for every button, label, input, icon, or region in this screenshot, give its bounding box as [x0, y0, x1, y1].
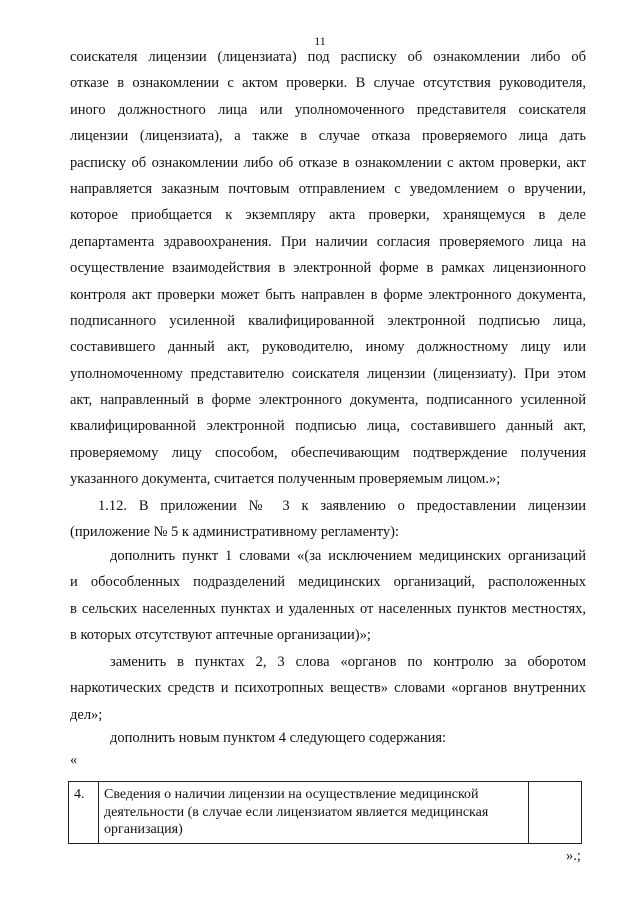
closing-quote: ».; [566, 848, 581, 864]
text-line: в которых отсутствуют аптечные организации)»; [70, 627, 371, 644]
text-line: лицензии (лицензиата), а также в случае отказа проверяемого лица дать [70, 128, 586, 145]
text-line: соискателя лицензии (лицензиата) под расписку об ознакомлении либо об [70, 49, 586, 65]
text-line: контроля акт проверки может быть направлен в форме электронного документа, [70, 286, 586, 303]
table-cell-number: 4. [69, 782, 99, 844]
text-line: дополнить новым пунктом 4 следующего содержания: [110, 730, 447, 746]
paragraph-act-delivery [70, 44, 586, 493]
text-line: 1.12. В приложении № 3 к заявлению о предоставлении лицензии [98, 498, 586, 514]
text-line: составившего данный акт, руководителю, иному должностному лицу или [70, 339, 586, 356]
table-cell-value [529, 782, 582, 844]
text-line: которое приобщается к экземпляру акта проверки, хранящемуся в деле [70, 207, 586, 224]
text-line: квалифицированной электронной подписью лица, составившего данный акт, [70, 418, 586, 435]
paragraph-item-1-12 [70, 493, 586, 546]
text-line: осуществление взаимодействия в электронной форме в рамках лицензионного [70, 260, 586, 277]
text-line: расписку об ознакомлении либо об отказе в ознакомлении с актом проверки, акт [70, 154, 586, 171]
page-number: 11 [314, 34, 326, 48]
text-line: подписанного усиленной квалифицированной электронной подписью лица, [70, 312, 586, 329]
text-line: и обособленных подразделений медицинских организаций, расположенных [70, 574, 586, 591]
text-line: отказе в ознакомлении с актом проверки. В случае отсутствия руководителя, [70, 75, 586, 92]
text-line: наркотических средств и психотропных веществ» словами «органов внутренних [70, 680, 586, 697]
opening-quote: « [70, 752, 78, 768]
text-line: иного должностного лица или уполномоченного представителя соискателя [70, 101, 586, 118]
text-line: департамента здравоохранения. При наличии согласия проверяемого лица на [70, 233, 586, 250]
paragraph-replace-words [70, 649, 586, 728]
table-cell-text: Сведения о наличии лицензии на осуществление медицинской деятельности (в случае если лицензиатом является медицинская организация) [99, 782, 529, 844]
text-line: заменить в пунктах 2, 3 слова «органов по контролю за оборотом [110, 654, 586, 670]
text-line: уполномоченному представителю соискателя лицензии (лицензиату). При этом [70, 365, 586, 382]
text-line: акт, направленный в форме электронного документа, подписанного усиленной [70, 392, 586, 409]
paragraph-add-point-4 [70, 725, 586, 751]
text-line: (приложение № 5 к административному регламенту): [70, 524, 400, 541]
inserted-table [68, 781, 582, 844]
text-line: дел»; [70, 706, 103, 723]
text-line: в сельских населенных пунктах и удаленных от населенных пунктов местностях, [70, 600, 586, 617]
text-line: направляется заказным почтовым отправлением с уведомлением о вручении, [70, 180, 586, 197]
table-row [69, 782, 582, 844]
text-line: дополнить пункт 1 словами «(за исключением медицинских организаций [110, 548, 586, 564]
text-line: указанного документа, считается полученным проверяемым лицом.»; [70, 471, 501, 488]
text-line: проверяемому лицу способом, обеспечивающим подтверждение получения [70, 444, 586, 461]
paragraph-amend-point-1 [70, 543, 586, 649]
